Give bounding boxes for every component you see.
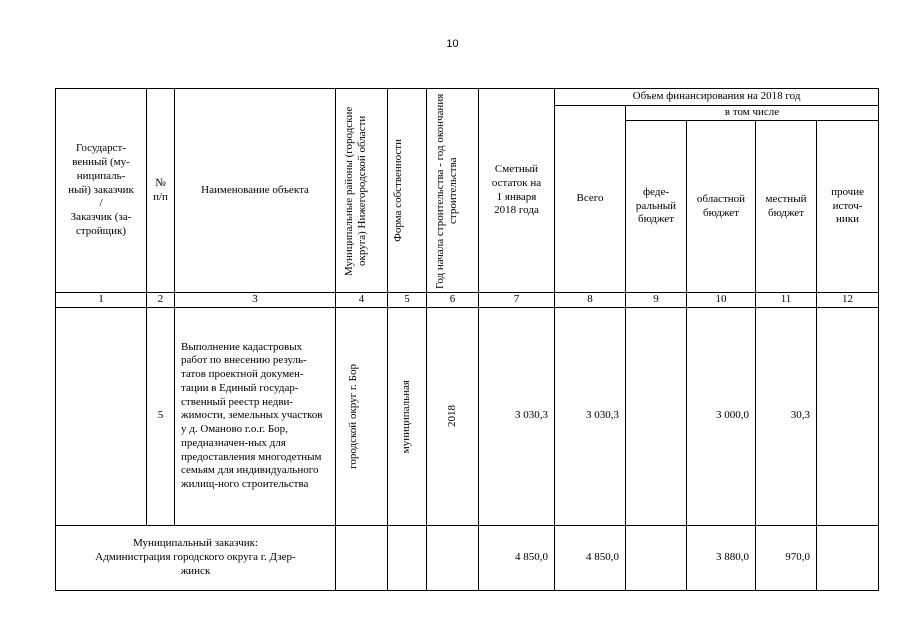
total-row xyxy=(56,525,879,590)
column-number: 1 xyxy=(56,293,147,308)
total-row-empty-cell xyxy=(388,525,427,590)
total-row-label: Муниципальный заказчик: Администрация городского округа г. Дзер- жинск xyxy=(56,525,336,590)
row-item-no: 5 xyxy=(147,307,175,525)
row-local: 30,3 xyxy=(756,307,817,525)
total-row-other xyxy=(817,525,879,590)
table-row xyxy=(56,307,879,525)
header-customer: Государст- венный (му- ниципаль- ный) заказчик / Заказчик (за- стройщик) xyxy=(56,89,147,293)
row-object-name: Выполнение кадастровых работ по внесению резуль-татов проектной докумен-тации в Единый государ-ственный реестр недви-жимости, земельных участков у д. Оманово г.о.г. Бор, предназначен-ных для предоставления многодетным семьям для индивидуального жилищ-ного строительства xyxy=(175,307,336,525)
column-number: 9 xyxy=(626,293,687,308)
header-ownership xyxy=(388,89,427,293)
total-row-empty-cell xyxy=(336,525,388,590)
row-district xyxy=(336,307,388,525)
total-row-federal xyxy=(626,525,687,590)
page-number: 10 xyxy=(446,38,459,50)
financing-table xyxy=(55,88,879,591)
header-districts-text: Муниципальные районы (городские округа) Нижегородской области xyxy=(342,105,368,276)
header-item-no: № п/п xyxy=(147,89,175,293)
row-years xyxy=(427,307,479,525)
column-number: 2 xyxy=(147,293,175,308)
column-number: 12 xyxy=(817,293,879,308)
column-number: 5 xyxy=(388,293,427,308)
header-including: в том числе xyxy=(626,106,879,121)
column-number: 11 xyxy=(756,293,817,308)
total-row-local: 970,0 xyxy=(756,525,817,590)
row-regional: 3 000,0 xyxy=(687,307,756,525)
row-federal xyxy=(626,307,687,525)
header-years xyxy=(427,89,479,293)
total-row-estimated-balance: 4 850,0 xyxy=(479,525,555,590)
total-row-empty-cell xyxy=(427,525,479,590)
header-other: прочие источ- ники xyxy=(817,121,879,293)
column-number: 8 xyxy=(555,293,626,308)
header-ownership-text: Форма собственности xyxy=(392,139,404,242)
row-estimated-balance: 3 030,3 xyxy=(479,307,555,525)
header-years-text: Год начала строительства - год окончания строительства xyxy=(433,92,459,289)
row-ownership-text: муниципальная xyxy=(400,379,413,453)
row-customer xyxy=(56,307,147,525)
row-total: 3 030,3 xyxy=(555,307,626,525)
header-districts xyxy=(336,89,388,293)
header-funding-title: Объем финансирования на 2018 год xyxy=(555,89,879,106)
header-federal: феде- ральный бюджет xyxy=(626,121,687,293)
header-local: местный бюджет xyxy=(756,121,817,293)
row-other xyxy=(817,307,879,525)
header-total: Всего xyxy=(555,106,626,293)
row-years-text: 2018 xyxy=(445,405,458,428)
header-object-name: Наименование объекта xyxy=(175,89,336,293)
header-row-1 xyxy=(56,89,879,106)
total-row-total: 4 850,0 xyxy=(555,525,626,590)
row-ownership xyxy=(388,307,427,525)
total-row-regional: 3 880,0 xyxy=(687,525,756,590)
column-number: 6 xyxy=(427,293,479,308)
column-number: 3 xyxy=(175,293,336,308)
row-district-text: городской округ г. Бор xyxy=(346,363,359,469)
column-number: 4 xyxy=(336,293,388,308)
column-number: 10 xyxy=(687,293,756,308)
header-regional: областной бюджет xyxy=(687,121,756,293)
column-number: 7 xyxy=(479,293,555,308)
header-estimated-balance: Сметный остаток на 1 января 2018 года xyxy=(479,89,555,293)
column-number-row xyxy=(56,293,879,308)
